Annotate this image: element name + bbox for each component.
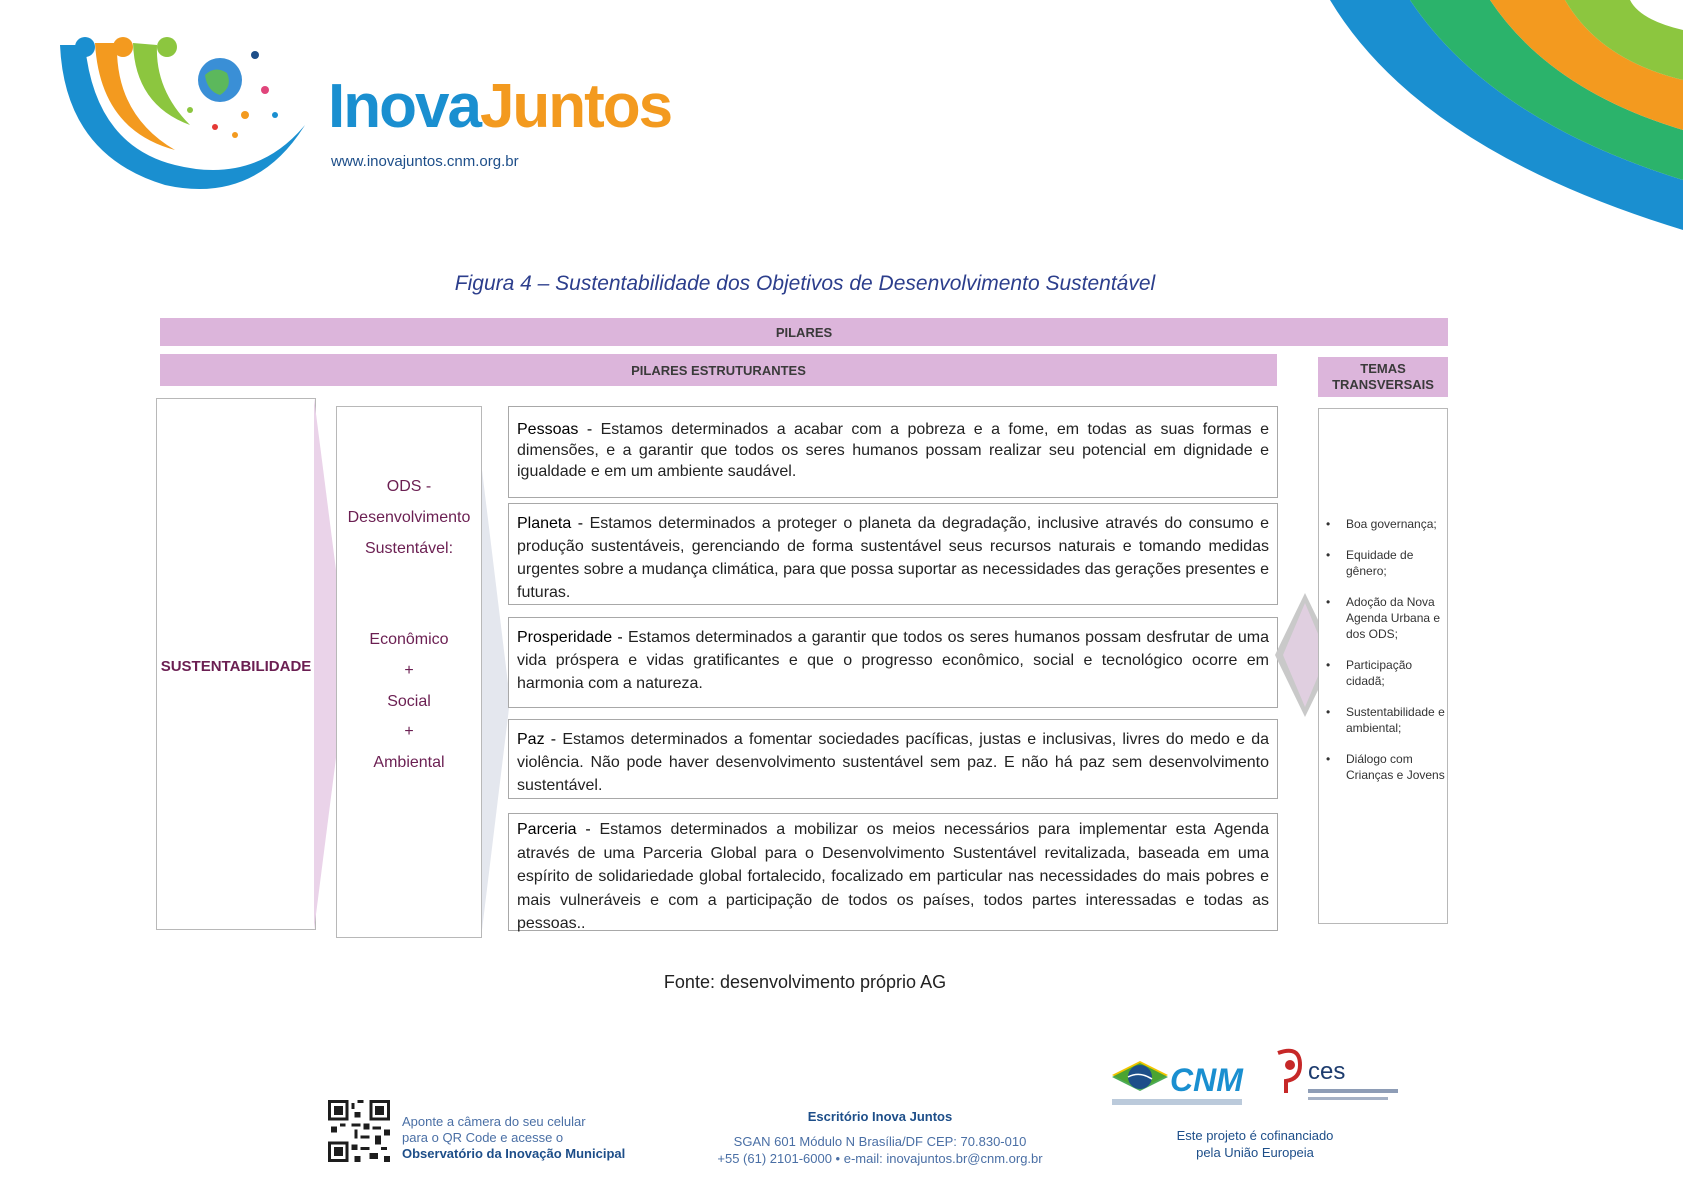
- pillar-planeta-text: Estamos determinados a proteger o planeta da degradação, inclusive através do consumo e produção sustentáveis, gerenciando de forma sustentável seus recursos naturais e tomando medidas urgentes sobre a mudança climática, para que possa suportar as necessidades das gerações presentes e futuras.: [517, 515, 1269, 601]
- ods-line-1: ODS -: [386, 478, 432, 495]
- svg-text:CNM: CNM: [1170, 1062, 1243, 1098]
- cnm-logo: [1110, 1055, 1245, 1113]
- tema-item: • Boa governança;: [1326, 516, 1446, 532]
- figure-caption: Figura 4 – Sustentabilidade dos Objetivos de Desenvolvimento Sustentável: [454, 272, 1156, 295]
- ces-logo: [1270, 1045, 1400, 1115]
- corner-decoration: [1300, 0, 1683, 240]
- ods-ambiental: Ambiental: [373, 754, 445, 771]
- tema-item: • Equidade de gênero;: [1326, 547, 1446, 579]
- tema-item: • Adoção da Nova Agenda Urbana e dos ODS;: [1326, 594, 1446, 642]
- sustentabilidade-label: SUSTENTABILIDADE: [160, 658, 312, 675]
- ods-plus-2: +: [404, 723, 414, 740]
- pillar-parceria-name: Parceria -: [517, 821, 591, 838]
- pillar-prosperidade: [508, 617, 1278, 708]
- ods-economico: Econômico: [369, 631, 449, 648]
- pillar-paz-name: Paz -: [517, 731, 557, 748]
- cofin-line-1: Este projeto é cofinanciado: [1176, 1128, 1334, 1143]
- qr-line-1: Aponte a câmera do seu celular: [402, 1114, 586, 1129]
- pillar-parceria: [508, 813, 1278, 931]
- svg-text:ces: ces: [1308, 1058, 1346, 1085]
- office-title: Escritório Inova Juntos: [807, 1109, 953, 1124]
- ods-arrow: [482, 470, 510, 930]
- cofinanciamento-note: [1130, 1127, 1380, 1161]
- pillar-parceria-text: Estamos determinados a mobilizar os meios necessários para implementar esta Agenda através de uma Parceria Global para o Desenvolvimento Sustentável revitalizada, baseada em uma espírito de solidariedade global fortalecido, focalizado em particular nas necessidades do mais pobres e mais vulneráveis e com a participação de todos os países, todos partes interessadas e todas as pessoas..: [517, 821, 1269, 932]
- ods-line-2: Desenvolvimento: [347, 509, 471, 526]
- cofin-line-2: pela União Europeia: [1196, 1145, 1314, 1160]
- ods-plus-1: +: [404, 662, 414, 679]
- pillar-paz-text: Estamos determinados a fomentar sociedades pacíficas, justas e inclusivas, livres do medo e da violência. Não pode haver desenvolvimento sustentável sem paz. E não há paz sem desenvolvimento sustentável.: [517, 731, 1270, 794]
- pilares-estruturantes-header: PILARES ESTRUTURANTES: [160, 354, 1277, 386]
- pillar-planeta: [508, 503, 1278, 605]
- brand-part-inova: Inova: [328, 72, 480, 141]
- pillar-prosperidade-name: Prosperidade -: [517, 629, 623, 646]
- figure-source: Fonte: desenvolvimento próprio AG: [663, 972, 947, 992]
- pillar-paz: [508, 719, 1278, 799]
- tema-item: • Diálogo com Crianças e Jovens: [1326, 751, 1446, 783]
- tema-item: • Participação cidadã;: [1326, 657, 1446, 689]
- office-contact[interactable]: +55 (61) 2101-6000 • e-mail: inovajuntos.br@cnm.org.br: [717, 1151, 1043, 1166]
- qr-code-icon[interactable]: [328, 1100, 390, 1162]
- office-info: [680, 1108, 1080, 1167]
- site-url[interactable]: www.inovajuntos.cnm.org.br: [331, 153, 519, 170]
- ods-line-3: Sustentável:: [364, 540, 454, 557]
- ods-social: Social: [387, 693, 431, 710]
- pillar-pessoas: [508, 406, 1278, 498]
- qr-line-2: para o QR Code e acesse o: [402, 1130, 564, 1145]
- qr-instructions: [402, 1114, 625, 1162]
- pillar-planeta-name: Planeta -: [517, 515, 584, 532]
- brand-wordmark: [328, 72, 672, 141]
- temas-list: [1326, 516, 1446, 798]
- pilares-header: PILARES: [160, 318, 1448, 346]
- qr-line-3[interactable]: Observatório da Inovação Municipal: [402, 1146, 626, 1161]
- pillar-prosperidade-text: Estamos determinados a garantir que todos os seres humanos possam desfrutar de uma vida próspera e vidas gratificantes e que o progresso econômico, social e tecnológico ocorre em harmonia com a natureza.: [517, 629, 1269, 692]
- pillar-pessoas-text: Estamos determinados a acabar com a pobreza e a fome, em todas as suas formas e dimensões, e a garantir que todos os seres humanos possam realizar seu potencial em dignidade e igualdade e em um ambiente saudável.: [517, 421, 1269, 480]
- temas-transversais-header: TEMAS TRANSVERSAIS: [1318, 357, 1448, 397]
- inovajuntos-logo: [55, 35, 315, 205]
- brand-part-juntos: Juntos: [479, 72, 672, 141]
- pillar-pessoas-name: Pessoas -: [517, 421, 593, 438]
- tema-item: • Sustentabilidade e ambiental;: [1326, 704, 1446, 736]
- office-address: SGAN 601 Módulo N Brasília/DF CEP: 70.830-010: [733, 1134, 1027, 1149]
